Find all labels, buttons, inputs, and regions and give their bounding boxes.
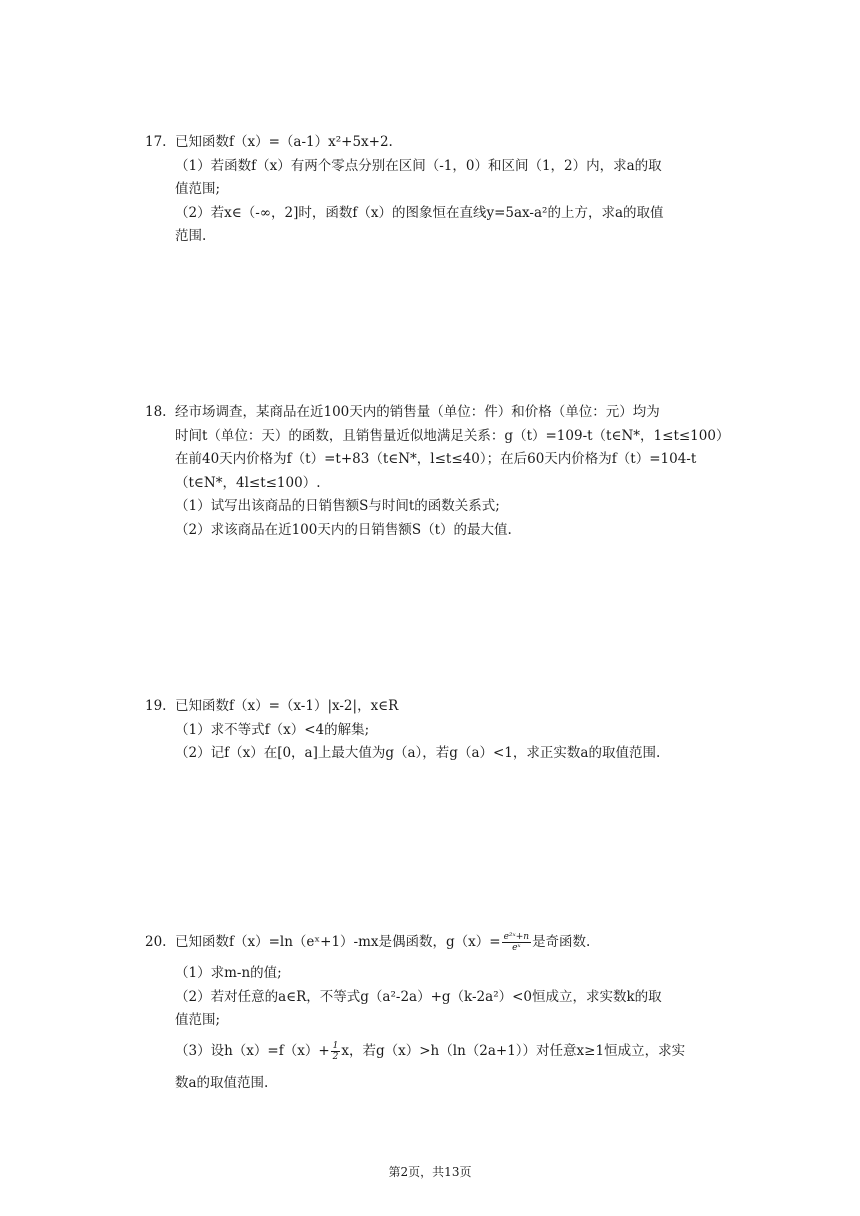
- problem-line: （1）若函数f（x）有两个零点分别在区间（-1，0）和区间（1，2）内，求a的取: [175, 157, 662, 174]
- problem-line: （2）记f（x）在[0，a]上最大值为g（a），若g（a）<1，求正实数a的取值范围.: [175, 745, 661, 761]
- problem-number: 17.: [145, 134, 167, 150]
- fraction-numerator: e²ˣ+n: [503, 932, 530, 942]
- fraction: [331, 1041, 341, 1062]
- problem-number: 18.: [145, 404, 167, 420]
- problem-line: （2）若对任意的a∈R，不等式g（a²-2a）+g（k-2a²）<0恒成立，求实数k的取: [175, 988, 662, 1005]
- problem-line: 在前40天内价格为f（t）=t+83（t∈N*，l≤t≤40）；在后60天内价格为f（t）=104-t: [175, 451, 697, 467]
- problem-line: 范围.: [175, 228, 207, 244]
- problem-line: （3）设h（x）=f（x）+: [175, 1042, 330, 1059]
- problem-stem: 已知函数f（x）=ln（eˣ+1）-mx是偶函数，g（x）=: [175, 934, 501, 950]
- problem-stem: 已知函数f（x）=（a-1）x²+5x+2.: [175, 134, 393, 150]
- problem-line: （1）求不等式f（x）<4的解集;: [175, 721, 370, 738]
- problem-line: 时间t（单位：天）的函数，且销售量近似地满足关系：g（t）=109-t（t∈N*，1≤t≤100）: [175, 427, 730, 444]
- problem-number: 19.: [145, 698, 167, 714]
- fraction-numerator: 1: [332, 1040, 339, 1051]
- problem-line: （1）求m-n的值;: [175, 965, 282, 981]
- problem-line: 值范围;: [175, 1012, 221, 1028]
- problem-stem-end: 是奇函数.: [532, 934, 591, 950]
- problem-stem: 已知函数f（x）=（x-1）|x-2|，x∈R: [175, 698, 399, 714]
- problem-line: （2）求该商品在近100天内的日销售额S（t）的最大值.: [175, 521, 512, 538]
- problem-stem: 经市场调查，某商品在近100天内的销售量（单位：件）和价格（单位：元）均为: [175, 404, 660, 420]
- problem-20: [145, 929, 725, 1095]
- problem-19: [145, 695, 725, 766]
- problem-line: 数a的取值范围.: [175, 1074, 269, 1091]
- problem-line: （1）试写出该商品的日销售额S与时间t的函数关系式;: [175, 498, 500, 514]
- fraction-denominator: eˣ: [512, 943, 521, 953]
- problem-line: 值范围;: [175, 181, 221, 197]
- problem-number: 20.: [145, 934, 167, 950]
- problem-line: （2）若x∈（-∞，2]时，函数f（x）的图象恒在直线y=5ax-a²的上方，求a的取值: [175, 204, 664, 221]
- problem-18: [145, 401, 730, 542]
- problem-17: [145, 131, 725, 249]
- page-footer: 第2页，共13页: [388, 1165, 472, 1179]
- fraction-denominator: 2: [332, 1051, 339, 1062]
- problem-line: x，若g（x）>h（ln（2a+1））对任意x≥1恒成立，求实: [341, 1042, 686, 1059]
- problem-line: （t∈N*，4l≤t≤100）.: [175, 474, 321, 491]
- fraction: [502, 932, 531, 953]
